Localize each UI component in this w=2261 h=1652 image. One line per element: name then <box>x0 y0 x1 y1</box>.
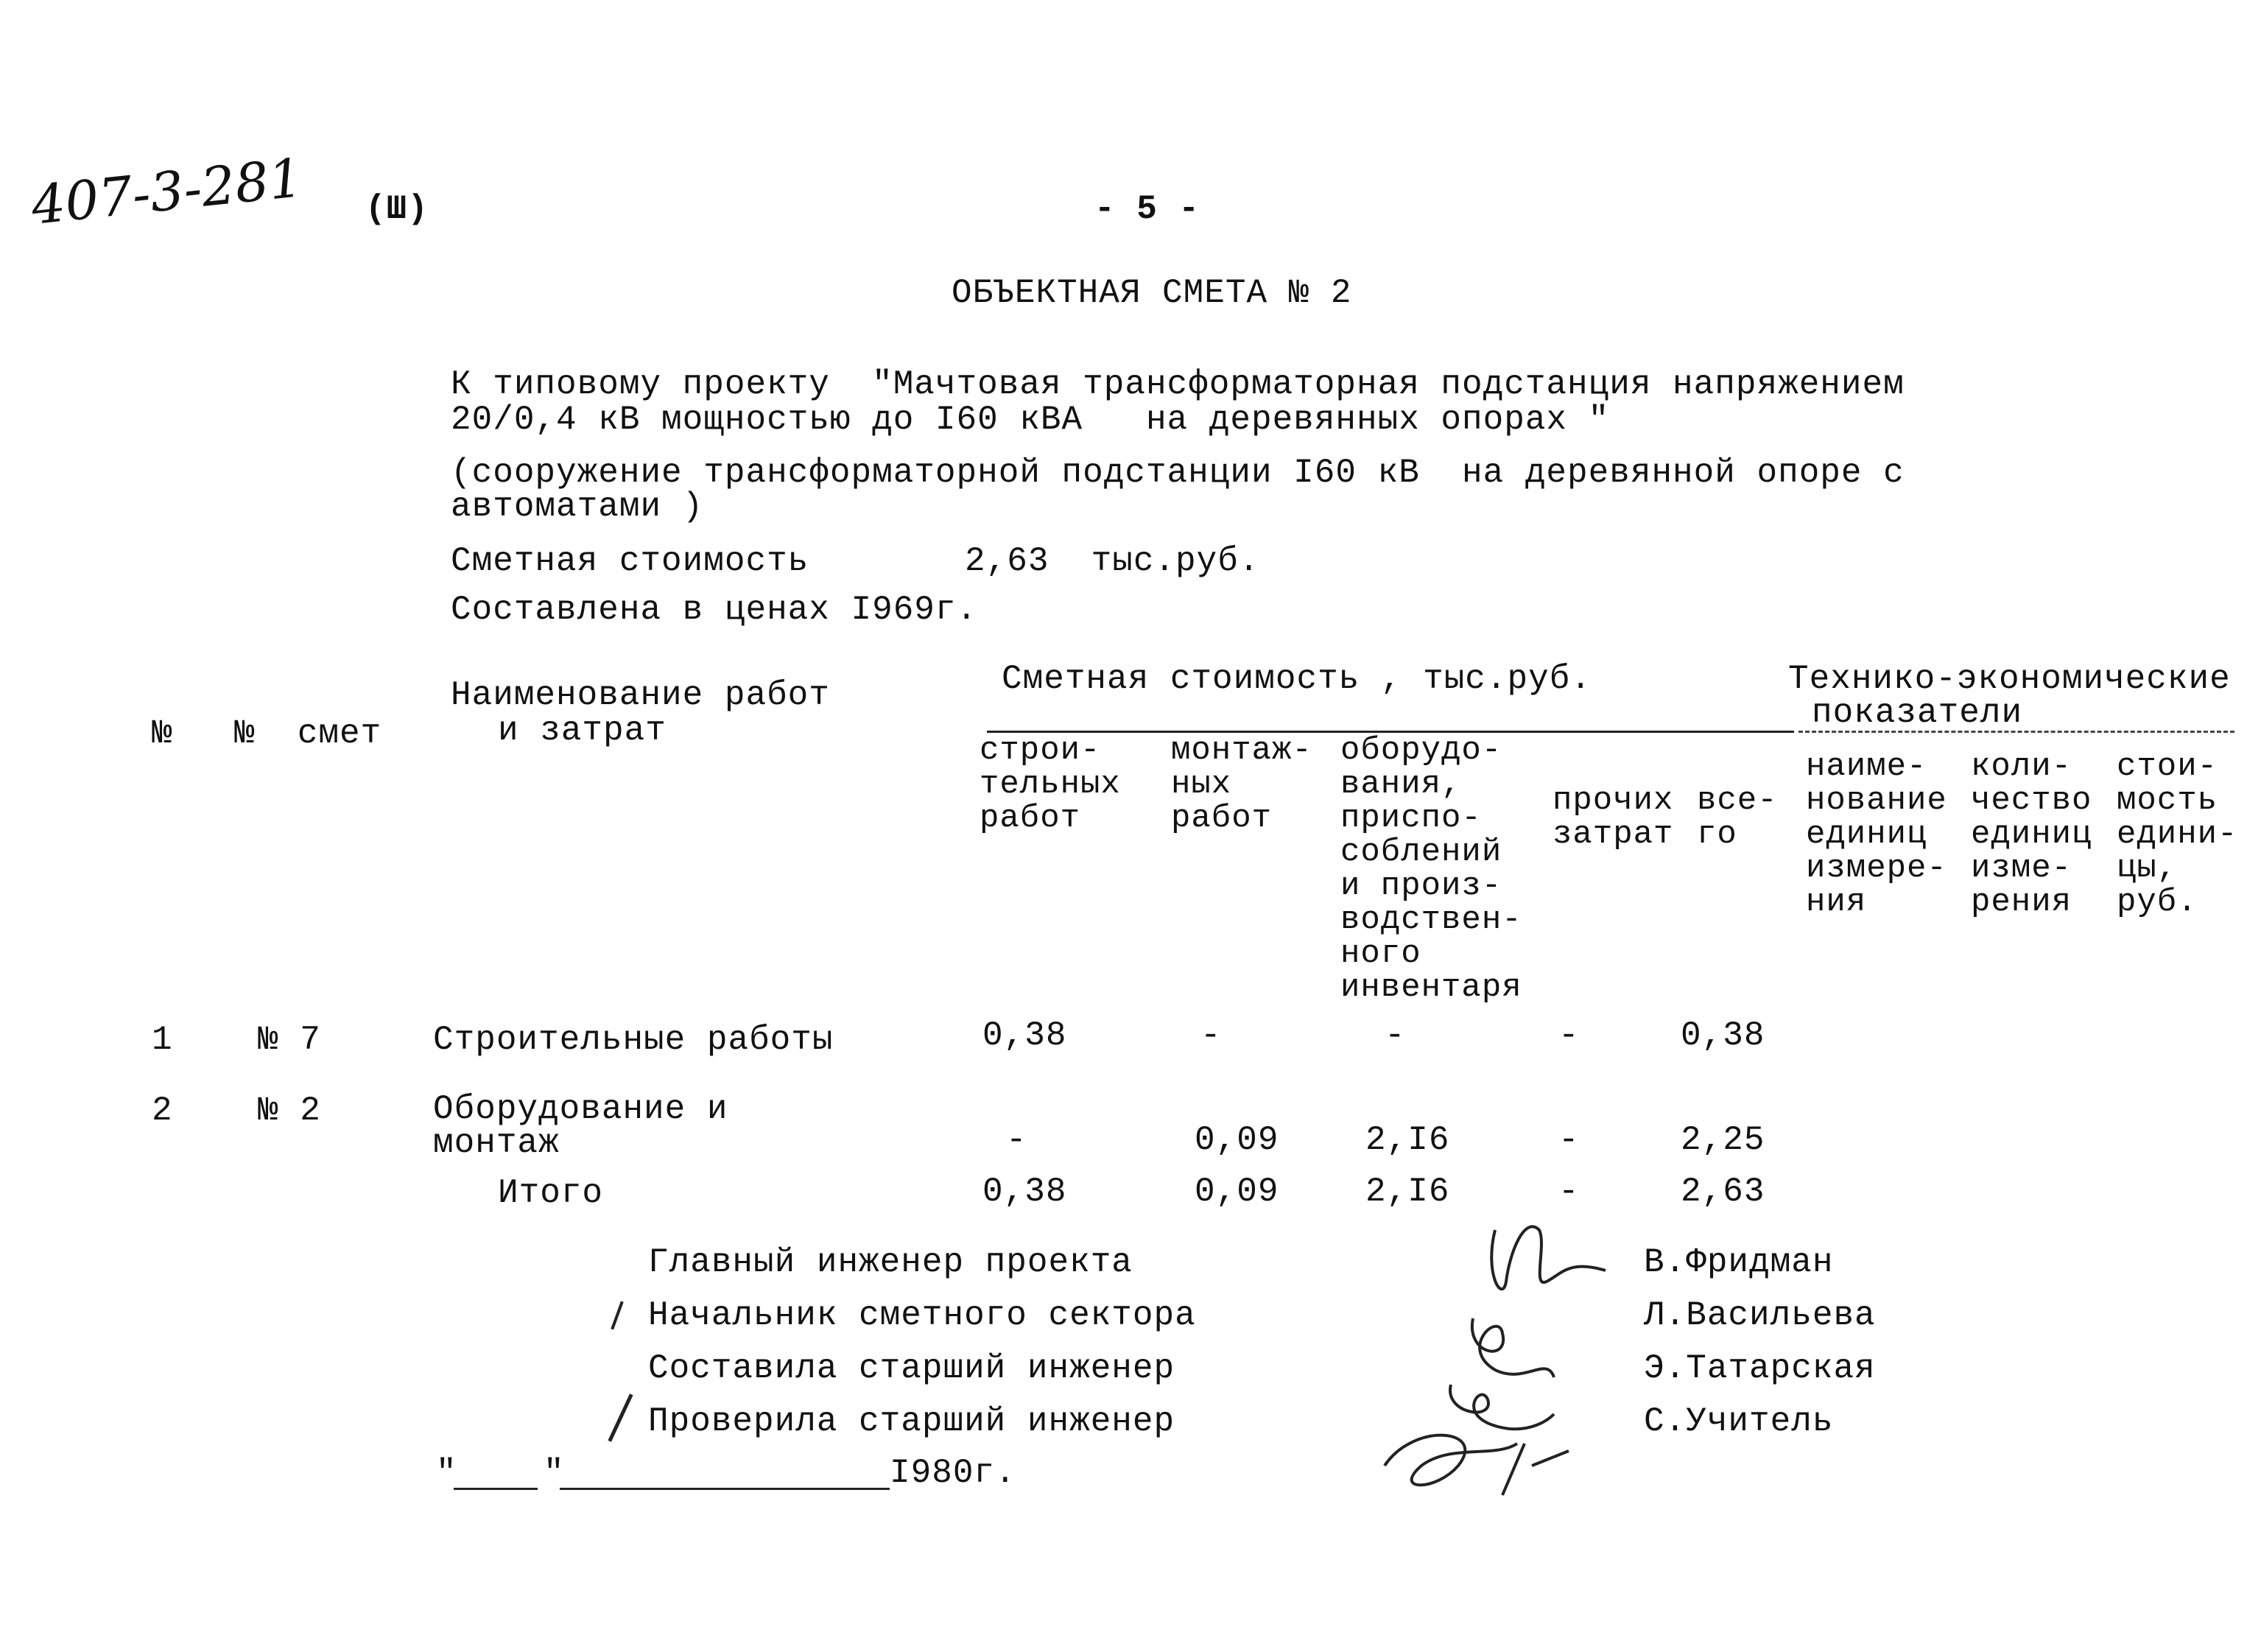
project-line-1: К типовому проекту "Мачтовая трансформаторная подстанция напряжением <box>451 365 1905 404</box>
signature-name-2: Л.Васильева <box>1644 1296 1876 1335</box>
col-header-num: № <box>152 714 173 753</box>
document-title: ОБЪЕКТНАЯ СМЕТА № 2 <box>952 274 1352 312</box>
row-2-name-1: Оборудование и <box>433 1090 728 1128</box>
col-header-other: прочих затрат <box>1553 782 1674 853</box>
date-year: I980г. <box>890 1454 1016 1492</box>
check-mark-4 <box>608 1393 633 1442</box>
total-row-construction: 0,38 <box>982 1173 1067 1211</box>
price-base-line: Составлена в ценах I969г. <box>451 591 978 629</box>
total-row-total: 2,63 <box>1681 1173 1765 1211</box>
row-2-smeta: № 2 <box>258 1092 321 1130</box>
total-row-label: Итого <box>498 1174 604 1212</box>
col-header-installation: монтаж- ных работ <box>1171 732 1312 837</box>
signature-scribble-4 <box>1385 1435 1569 1495</box>
part-label: (Ш) <box>365 190 429 228</box>
col-group-tech-1: Технико-экономические <box>1788 660 2231 698</box>
col-header-name-1: Наименование работ <box>451 676 830 714</box>
row-1-other: - <box>1558 1016 1580 1055</box>
row-2-equipment: 2,I6 <box>1365 1121 1450 1159</box>
col-header-name-2: и затрат <box>498 711 667 750</box>
scope-line-2: автоматами ) <box>451 488 704 526</box>
scope-line-1: (сооружение трансформаторной подстанции I60 кВ на деревянной опоре с <box>451 454 1905 492</box>
row-2-total: 2,25 <box>1681 1121 1765 1159</box>
date-day-blank <box>454 1488 538 1490</box>
col-header-unit-name: наиме- нование единиц измере- ния <box>1806 748 1947 921</box>
row-2-name-2: монтаж <box>433 1124 560 1162</box>
col-header-equipment: оборудо- вания, приспо- соблений и произ- водствен- ного инвентаря <box>1340 732 1522 1006</box>
project-line-2: 20/0,4 кВ мощностью до I60 кВА на деревянных опорах " <box>451 401 1610 439</box>
signature-role-4: Проверила старший инженер <box>648 1402 1175 1441</box>
row-2-other: - <box>1558 1121 1580 1159</box>
total-row-other: - <box>1558 1173 1580 1211</box>
row-2-num: 2 <box>152 1092 173 1130</box>
row-1-construction: 0,38 <box>982 1016 1067 1055</box>
estimated-cost-value: 2,63 тыс.руб. <box>965 542 1260 580</box>
col-header-unit-cost: стои- мость едини- цы, руб. <box>2117 748 2238 921</box>
signature-scribble-2 <box>1472 1318 1554 1377</box>
total-row-installation: 0,09 <box>1195 1173 1279 1211</box>
signature-name-1: В.Фридман <box>1644 1243 1834 1282</box>
check-mark-2 <box>611 1301 623 1330</box>
date-month-blank <box>560 1488 890 1490</box>
tech-group-rule <box>1798 731 2234 733</box>
date-quote-open: " <box>436 1454 457 1492</box>
row-2-construction: - <box>1006 1121 1027 1159</box>
col-group-cost: Сметная стоимость , тыс.руб. <box>1002 660 1592 698</box>
col-group-tech-2: показатели <box>1812 694 2023 732</box>
signature-role-2: Начальник сметного сектора <box>648 1296 1196 1335</box>
date-quote-close: " <box>544 1454 565 1492</box>
signature-role-3: Составила старший инженер <box>648 1349 1175 1388</box>
col-header-smeta: № смет <box>234 714 382 753</box>
signature-name-4: С.Учитель <box>1644 1402 1834 1441</box>
col-header-construction: строи- тельных работ <box>980 732 1121 837</box>
signature-scribble-3 <box>1450 1385 1554 1429</box>
handwritten-signatures <box>1326 1201 1635 1510</box>
row-1-equipment: - <box>1385 1016 1406 1055</box>
col-header-unit-qty: коли- чество единиц изме- рения <box>1971 748 2092 921</box>
col-header-total: все- го <box>1697 782 1778 853</box>
row-1-total: 0,38 <box>1681 1016 1765 1055</box>
row-1-smeta: № 7 <box>258 1021 321 1059</box>
signature-scribble-1 <box>1491 1226 1606 1289</box>
signature-role-1: Главный инженер проекта <box>648 1243 1133 1282</box>
row-1-num: 1 <box>152 1021 173 1059</box>
doc-number: 407-3-281 <box>28 146 306 237</box>
row-2-installation: 0,09 <box>1195 1121 1279 1159</box>
page-number: - 5 - <box>1094 190 1200 228</box>
signature-name-3: Э.Татарская <box>1644 1349 1876 1388</box>
estimated-cost-label: Сметная стоимость <box>451 542 809 580</box>
total-row-equipment: 2,I6 <box>1365 1173 1450 1211</box>
row-1-name: Строительные работы <box>433 1021 834 1059</box>
row-1-installation: - <box>1200 1016 1222 1055</box>
